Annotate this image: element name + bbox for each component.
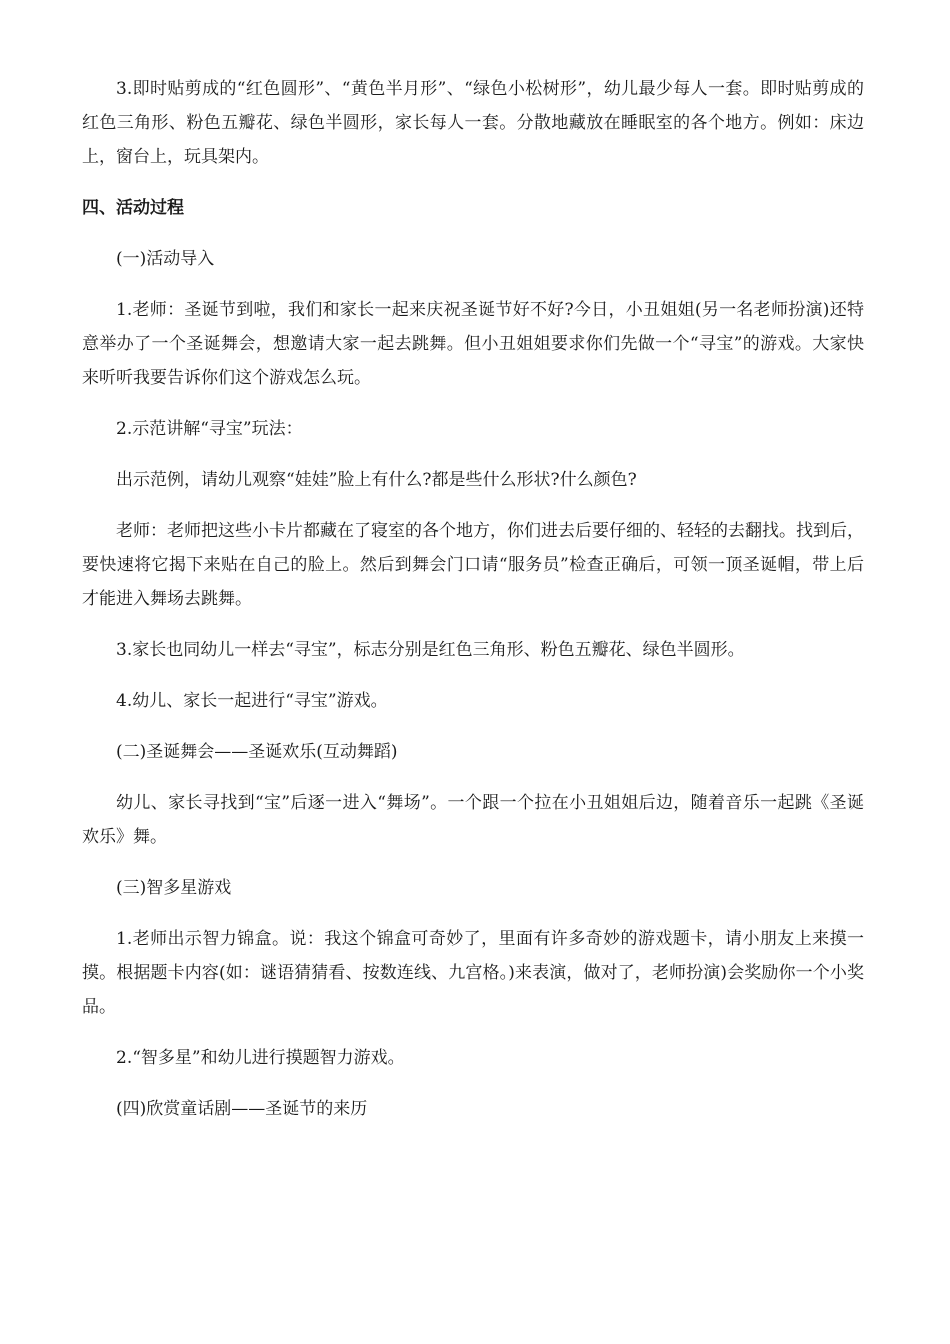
paragraph-intro-4: 4.幼儿、家长一起进行“寻宝”游戏。 xyxy=(116,691,388,711)
section-heading-activity-process: 四、活动过程 xyxy=(82,198,184,218)
paragraph-smart-star-2: 2.“智多星”和幼儿进行摸题智力游戏。 xyxy=(116,1048,405,1068)
paragraph-teacher-instructions: 老师：老师把这些小卡片都藏在了寝室的各个地方，你们进去后要仔细的、轻轻的去翻找。找到后，要快速将它揭下来贴在自己的脸上。然后到舞会门口请“服务员”检查正确后，可领一顶圣诞帽，带上后才能进入舞场去跳舞。 xyxy=(82,521,864,609)
paragraph-show-example: 出示范例，请幼儿观察“娃娃”脸上有什么?都是些什么形状?什么颜色? xyxy=(116,470,637,490)
paragraph-smart-star-1: 1.老师出示智力锦盒。说：我这个锦盒可奇妙了，里面有许多奇妙的游戏题卡，请小朋友上来摸一摸。根据题卡内容(如：谜语猜猜看、按数连线、九宫格。)来表演，做对了，老师扮演)会奖励你一个小奖品。 xyxy=(82,929,864,1017)
paragraph-intro-3: 3.家长也同幼儿一样去“寻宝”，标志分别是红色三角形、粉色五瓣花、绿色半圆形。 xyxy=(116,640,745,660)
paragraph-dance: 幼儿、家长寻找到“宝”后逐一进入“舞场”。一个跟一个拉在小丑姐姐后边，随着音乐一起跳《圣诞欢乐》舞。 xyxy=(82,793,864,847)
subsection-heading-intro: (一)活动导入 xyxy=(116,249,215,269)
subsection-heading-drama: (四)欣赏童话剧——圣诞节的来历 xyxy=(116,1099,368,1119)
paragraph-intro-2: 2.示范讲解“寻宝”玩法： xyxy=(116,419,303,439)
paragraph-materials-3: 3.即时贴剪成的“红色圆形”、“黄色半月形”、“绿色小松树形”，幼儿最少每人一套。即时贴剪成的红色三角形、粉色五瓣花、绿色半圆形，家长每人一套。分散地藏放在睡眠室的各个地方。例如：床边上，窗台上，玩具架内。 xyxy=(82,79,864,167)
paragraph-intro-1: 1.老师：圣诞节到啦，我们和家长一起来庆祝圣诞节好不好?今日，小丑姐姐(另一名老师扮演)还特意举办了一个圣诞舞会，想邀请大家一起去跳舞。但小丑姐姐要求你们先做一个“寻宝”的游戏。大家快来听听我要告诉你们这个游戏怎么玩。 xyxy=(82,300,864,388)
document-page xyxy=(82,72,864,1126)
subsection-heading-dance: (二)圣诞舞会——圣诞欢乐(互动舞蹈) xyxy=(116,742,398,762)
subsection-heading-smart-star: (三)智多星游戏 xyxy=(116,878,232,898)
